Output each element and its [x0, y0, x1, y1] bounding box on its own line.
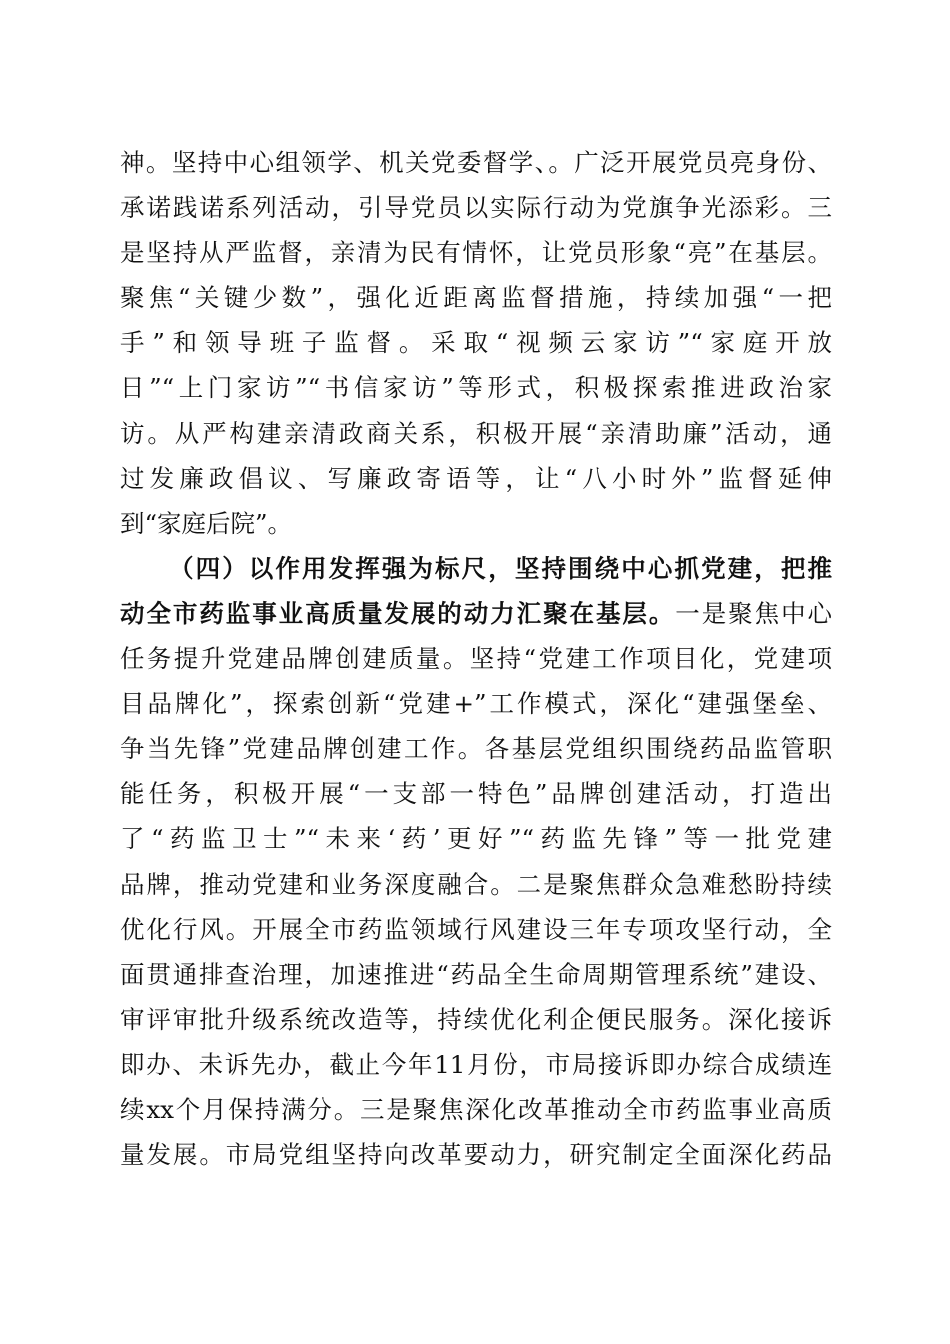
- text-line: 能任务，积极开展“一支部一特色”品牌创建活动，打造出: [120, 779, 832, 809]
- text-line: 日”“上门家访”“书信家访”等形式，积极探索推进政治家: [120, 373, 832, 403]
- document-body: [120, 140, 832, 1177]
- text-line: 即办、未诉先办，截止今年11月份，市局接诉即办综合成绩连: [120, 1049, 832, 1079]
- text-line: 量发展。市局党组坚持向改革要动力，研究制定全面深化药品: [120, 1140, 832, 1170]
- paragraph-2: [120, 546, 832, 1177]
- text-line: 到“家庭后院”。: [120, 508, 293, 538]
- section-heading: （四）以作用发挥强为标尺，坚持围绕中心抓党建，把推: [169, 553, 832, 583]
- text-line: 手”和领导班子监督。采取“视频云家访”“家庭开放: [120, 328, 832, 358]
- text-line: 面贯通排查治理，加速推进“药品全生命周期管理系统”建设、: [120, 959, 832, 989]
- text-line: 是坚持从严监督，亲清为民有情怀，让党员形象“亮”在基层。: [120, 238, 832, 268]
- text-line: 承诺践诺系列活动，引导党员以实际行动为党旗争光添彩。三: [120, 193, 832, 223]
- text-line: 过发廉政倡议、写廉政寄语等，让“八小时外”监督延伸: [120, 463, 832, 493]
- text-line: 目品牌化”，探索创新“党建+”工作模式，深化“建强堡垒、: [120, 689, 832, 719]
- text-line: 优化行风。开展全市药监领域行风建设三年专项攻坚行动，全: [120, 914, 832, 944]
- text-line: 神。坚持中心组领学、机关党委督学、。广泛开展党员亮身份、: [120, 148, 832, 177]
- text-line: 争当先锋”党建品牌创建工作。各基层党组织围绕药品监管职: [120, 734, 832, 764]
- text-line: 聚焦“关键少数”，强化近距离监督措施，持续加强“一把: [120, 283, 832, 313]
- text-line: [120, 591, 832, 636]
- text-line: 续xx个月保持满分。三是聚焦深化改革推动全市药监事业高质: [120, 1094, 832, 1124]
- text-line: 审评审批升级系统改造等，持续优化利企便民服务。深化接诉: [120, 1004, 832, 1034]
- text-line: 任务提升党建品牌创建质量。坚持“党建工作项目化，党建项: [120, 644, 832, 674]
- text-line: 品牌，推动党建和业务深度融合。二是聚焦群众急难愁盼持续: [120, 869, 832, 899]
- text-run: 一是聚焦中心: [675, 598, 833, 628]
- text-line: 了“药监卫士”“未来‘药’更好”“药监先锋”等一批党建: [120, 824, 832, 854]
- section-heading-continued: 动全市药监事业高质量发展的动力汇聚在基层。: [120, 598, 676, 628]
- text-line: 访。从严构建亲清政商关系，积极开展“亲清助廉”活动，通: [120, 418, 832, 448]
- paragraph-1: [120, 140, 832, 546]
